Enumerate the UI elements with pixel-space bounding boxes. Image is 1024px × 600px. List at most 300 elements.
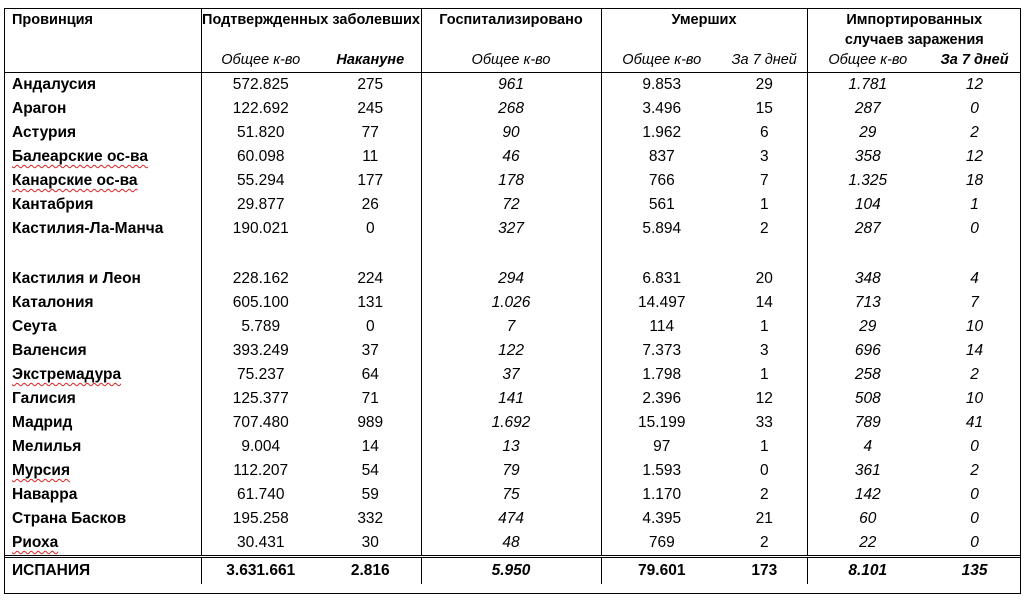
imported-total-cell [807,507,928,531]
hospitalized-cell [421,73,601,98]
deaths-7-days-cell-text: 1 [759,318,769,335]
province-name [4,291,201,315]
province-name [4,97,201,121]
hospitalized-cell [421,459,601,483]
imported-7-days-cell-text: 2 [970,124,979,141]
imported-7-days-cell-text: 10 [965,318,984,335]
imported-7-days-cell [928,459,1021,483]
deaths-7-days-cell-text: 1 [759,196,769,213]
deaths-7-days-cell-text: 1 [759,366,769,383]
confirmed-yesterday-cell [320,267,421,291]
province-name-text: Наварра [12,486,78,503]
imported-7-days-cell-text: 0 [970,486,979,503]
imported-total-cell [807,73,928,98]
deaths-total-cell-text: 2.396 [642,390,682,407]
deaths-total-cell [601,339,722,363]
province-name [4,363,201,387]
imported-7-days-cell-text: 1 [970,196,979,213]
deaths-total-cell [601,483,722,507]
confirmed-total-cell-text: 55.294 [237,172,285,189]
province-name-text: ИСПАНИЯ [12,562,91,579]
hospitalized-cell [421,483,601,507]
subheader-confirmed-total: Общее к-во [201,50,320,73]
deaths-7-days-cell-text: 3 [759,148,769,165]
imported-total-cell-text: 358 [854,148,881,165]
deaths-7-days-cell-text: 29 [755,76,773,93]
confirmed-total-cell-text: 51.820 [237,124,285,141]
confirmed-yesterday-cell-text: 989 [357,414,384,431]
imported-7-days-cell-text: 0 [970,438,979,455]
confirmed-yesterday-cell-text: 14 [361,438,379,455]
province-name [4,557,201,585]
deaths-total-cell-text: 766 [648,172,675,189]
imported-7-days-cell-text: 12 [965,76,984,93]
imported-7-days-cell-text: 2 [970,462,979,479]
subheader-deaths-7: За 7 дней [722,50,807,73]
confirmed-yesterday-cell-text: 11 [362,148,379,165]
subheader-confirmed-yesterday: Накануне [320,50,421,73]
hospitalized-cell [421,435,601,459]
confirmed-total-cell [201,459,320,483]
table-row [4,145,1021,169]
deaths-total-cell [601,97,722,121]
deaths-total-cell-text: 15.199 [638,414,686,431]
deaths-7-days-cell [722,315,807,339]
confirmed-yesterday-cell-text: 59 [361,486,379,503]
deaths-total-cell-text: 4.395 [642,510,682,527]
deaths-7-days-cell-text: 7 [759,172,769,189]
confirmed-total-cell [201,217,320,267]
confirmed-yesterday-cell-text: 332 [357,510,384,527]
deaths-total-cell [601,557,722,585]
imported-total-cell-text: 348 [854,270,881,287]
deaths-7-days-cell-text: 2 [759,220,769,237]
confirmed-total-cell-text: 572.825 [232,76,289,93]
deaths-7-days-cell [722,363,807,387]
confirmed-yesterday-cell [320,291,421,315]
hospitalized-cell [421,315,601,339]
province-name-text: Сеута [12,318,57,335]
province-name [4,217,201,267]
confirmed-total-cell [201,193,320,217]
deaths-total-cell [601,267,722,291]
deaths-total-cell [601,507,722,531]
total-row [4,557,1021,585]
table-row [4,217,1021,267]
confirmed-yesterday-cell [320,121,421,145]
province-name-text: Кастилия-Ла-Манча [12,220,164,237]
hospitalized-cell [421,97,601,121]
imported-7-days-cell-text: 10 [965,390,984,407]
confirmed-yesterday-cell [320,387,421,411]
deaths-7-days-cell-text: 20 [755,270,773,287]
imported-total-cell-text: 22 [859,534,877,551]
imported-7-days-cell-text: 12 [965,148,984,165]
imported-total-cell [807,483,928,507]
table-row [4,483,1021,507]
hospitalized-cell-text: 122 [498,342,524,359]
imported-total-cell [807,387,928,411]
province-name [4,435,201,459]
deaths-total-cell-text: 79.601 [638,562,686,579]
confirmed-total-cell [201,339,320,363]
imported-total-cell [807,363,928,387]
province-name-text: Арагон [12,100,67,117]
hospitalized-cell-text: 90 [502,124,520,141]
deaths-7-days-cell-text: 2 [759,534,769,551]
deaths-7-days-cell-text: 33 [755,414,773,431]
imported-7-days-cell [928,557,1021,585]
confirmed-total-cell [201,363,320,387]
imported-total-cell-text: 8.101 [848,562,888,579]
province-name [4,169,201,193]
deaths-total-cell [601,121,722,145]
header-blank [4,50,201,73]
confirmed-yesterday-cell [320,435,421,459]
confirmed-total-cell [201,483,320,507]
imported-7-days-cell [928,363,1021,387]
confirmed-yesterday-cell [320,363,421,387]
table-row [4,315,1021,339]
hospitalized-cell [421,363,601,387]
confirmed-yesterday-cell [320,531,421,557]
confirmed-total-cell [201,531,320,557]
imported-total-cell [807,435,928,459]
confirmed-total-cell-text: 29.877 [237,196,285,213]
imported-total-cell [807,267,928,291]
confirmed-total-cell [201,557,320,585]
province-name [4,459,201,483]
confirmed-total-cell [201,97,320,121]
deaths-total-cell [601,217,722,267]
province-name [4,267,201,291]
table-row [4,507,1021,531]
deaths-total-cell-text: 114 [649,318,675,335]
imported-7-days-cell [928,193,1021,217]
imported-total-cell-text: 258 [854,366,881,383]
table-row [4,267,1021,291]
hospitalized-cell-text: 13 [502,438,520,455]
confirmed-total-cell [201,435,320,459]
confirmed-yesterday-cell [320,73,421,98]
imported-total-cell [807,121,928,145]
hospitalized-cell [421,217,601,267]
confirmed-yesterday-cell-text: 275 [357,76,384,93]
imported-7-days-cell-text: 135 [961,562,988,579]
confirmed-total-cell-text: 190.021 [232,220,289,237]
confirmed-total-cell-text: 75.237 [237,366,285,383]
province-name-text: Канарские ос-ва [12,172,138,189]
confirmed-yesterday-cell-text: 30 [361,534,379,551]
deaths-total-cell-text: 1.962 [642,124,682,141]
table-row [4,193,1021,217]
province-name-text: Мадрид [12,414,73,431]
imported-total-cell [807,339,928,363]
province-name [4,121,201,145]
deaths-7-days-cell [722,97,807,121]
deaths-7-days-cell [722,267,807,291]
deaths-7-days-cell [722,145,807,169]
table-row [4,363,1021,387]
confirmed-total-cell [201,145,320,169]
confirmed-total-cell-text: 5.789 [241,318,281,335]
deaths-total-cell [601,73,722,98]
imported-total-cell [807,459,928,483]
imported-total-cell-text: 29 [859,124,877,141]
confirmed-total-cell-text: 605.100 [232,294,289,311]
imported-7-days-cell [928,435,1021,459]
header-hospitalized: Госпитализировано [421,8,601,50]
hospitalized-cell-text: 327 [498,220,524,237]
deaths-7-days-cell-text: 173 [751,562,778,579]
confirmed-total-cell-text: 195.258 [232,510,289,527]
deaths-7-days-cell-text: 15 [755,100,773,117]
hospitalized-cell [421,169,601,193]
confirmed-total-cell-text: 3.631.661 [226,562,296,579]
hospitalized-cell [421,121,601,145]
deaths-total-cell [601,169,722,193]
imported-total-cell-text: 1.325 [848,172,888,189]
confirmed-yesterday-cell-text: 71 [361,390,379,407]
confirmed-total-cell-text: 228.162 [232,270,289,287]
province-name [4,411,201,435]
deaths-total-cell-text: 9.853 [642,76,682,93]
imported-7-days-cell [928,483,1021,507]
confirmed-yesterday-cell [320,315,421,339]
imported-total-cell-text: 713 [854,294,881,311]
confirmed-total-cell [201,121,320,145]
hospitalized-cell-text: 961 [498,76,524,93]
confirmed-total-cell-text: 9.004 [241,438,281,455]
imported-total-cell-text: 4 [863,438,873,455]
subheader-imp-7: За 7 дней [928,50,1021,73]
imported-total-cell [807,193,928,217]
deaths-total-cell [601,459,722,483]
confirmed-total-cell-text: 61.740 [237,486,285,503]
confirmed-total-cell [201,73,320,98]
province-name-text: Галисия [12,390,76,407]
hospitalized-cell [421,387,601,411]
table-row [4,435,1021,459]
imported-7-days-cell [928,387,1021,411]
deaths-7-days-cell [722,217,807,267]
imported-7-days-cell [928,145,1021,169]
table-row [4,169,1021,193]
confirmed-yesterday-cell [320,411,421,435]
province-name-text: Андалусия [12,76,97,93]
imported-total-cell [807,531,928,557]
province-name [4,531,201,557]
confirmed-yesterday-cell-text: 0 [365,220,375,237]
table-row [4,97,1021,121]
deaths-7-days-cell [722,121,807,145]
imported-7-days-cell [928,121,1021,145]
deaths-total-cell [601,435,722,459]
imported-7-days-cell-text: 18 [965,172,984,189]
confirmed-total-cell-text: 707.480 [232,414,289,431]
imported-7-days-cell [928,507,1021,531]
hospitalized-cell [421,507,601,531]
header-deaths: Умерших [601,8,807,50]
hospitalized-cell-text: 141 [498,390,524,407]
imported-7-days-cell-text: 41 [965,414,984,431]
hospitalized-cell-text: 294 [498,270,524,287]
imported-7-days-cell-text: 0 [970,100,979,117]
imported-total-cell [807,97,928,121]
imported-total-cell [807,557,928,585]
deaths-7-days-cell-text: 0 [759,462,769,479]
deaths-7-days-cell [722,339,807,363]
province-name [4,387,201,411]
imported-total-cell-text: 361 [854,462,881,479]
province-name [4,507,201,531]
deaths-total-cell [601,291,722,315]
imported-7-days-cell [928,169,1021,193]
imported-7-days-cell [928,531,1021,557]
confirmed-total-cell-text: 30.431 [237,534,285,551]
hospitalized-cell [421,193,601,217]
hospitalized-cell-text: 72 [502,196,520,213]
deaths-7-days-cell [722,291,807,315]
hospitalized-cell-text: 48 [502,534,520,551]
imported-7-days-cell-text: 0 [970,510,979,527]
confirmed-yesterday-cell [320,507,421,531]
deaths-7-days-cell-text: 2 [759,486,769,503]
confirmed-yesterday-cell [320,459,421,483]
province-name-text: Кантабрия [12,196,94,213]
imported-7-days-cell-text: 0 [970,220,979,237]
deaths-7-days-cell [722,193,807,217]
confirmed-yesterday-cell-text: 177 [357,172,384,189]
confirmed-yesterday-cell [320,483,421,507]
deaths-total-cell-text: 837 [648,148,675,165]
province-name [4,145,201,169]
province-name-text: Каталония [12,294,94,311]
province-name [4,193,201,217]
deaths-7-days-cell [722,387,807,411]
hospitalized-cell [421,267,601,291]
imported-7-days-cell-text: 2 [970,366,979,383]
confirmed-yesterday-cell-text: 131 [357,294,384,311]
table-row [4,459,1021,483]
hospitalized-cell [421,557,601,585]
deaths-total-cell-text: 769 [648,534,675,551]
table-row [4,387,1021,411]
province-name-text: Мурсия [12,462,70,479]
confirmed-yesterday-cell [320,193,421,217]
hospitalized-cell-text: 37 [502,366,520,383]
table-row [4,411,1021,435]
confirmed-yesterday-cell-text: 64 [361,366,379,383]
deaths-7-days-cell [722,531,807,557]
table-row [4,531,1021,557]
province-name-text: Риоха [12,534,59,551]
confirmed-yesterday-cell-text: 54 [361,462,379,479]
deaths-total-cell [601,411,722,435]
province-name [4,73,201,98]
hospitalized-cell-text: 178 [498,172,524,189]
confirmed-yesterday-cell-text: 26 [361,196,379,213]
hospitalized-cell-text: 5.950 [491,562,531,579]
imported-total-cell-text: 789 [854,414,881,431]
table-row [4,339,1021,363]
confirmed-yesterday-cell [320,97,421,121]
province-name-text: Экстремадура [12,366,122,383]
deaths-7-days-cell-text: 14 [755,294,773,311]
hospitalized-cell-text: 268 [498,100,524,117]
province-name-text: Кастилия и Леон [12,270,141,287]
confirmed-total-cell-text: 125.377 [232,390,289,407]
deaths-total-cell [601,315,722,339]
deaths-7-days-cell-text: 3 [759,342,769,359]
deaths-7-days-cell [722,483,807,507]
imported-7-days-cell [928,73,1021,98]
confirmed-yesterday-cell [320,339,421,363]
imported-7-days-cell-text: 14 [965,342,984,359]
hospitalized-cell-text: 1.026 [491,294,531,311]
header-imported: Импортированных случаев заражения [807,8,1021,50]
deaths-7-days-cell [722,459,807,483]
confirmed-yesterday-cell [320,217,421,267]
table-row [4,121,1021,145]
confirmed-yesterday-cell [320,145,421,169]
province-name-text: Валенсия [12,342,87,359]
confirmed-total-cell [201,411,320,435]
confirmed-yesterday-cell-text: 37 [361,342,379,359]
deaths-total-cell-text: 1.798 [642,366,682,383]
deaths-7-days-cell-text: 12 [755,390,773,407]
deaths-total-cell [601,387,722,411]
imported-7-days-cell [928,267,1021,291]
deaths-total-cell-text: 6.831 [642,270,682,287]
confirmed-total-cell [201,507,320,531]
imported-7-days-cell [928,97,1021,121]
imported-total-cell-text: 104 [854,196,881,213]
deaths-7-days-cell [722,557,807,585]
confirmed-total-cell-text: 112.207 [233,462,289,479]
deaths-7-days-cell [722,507,807,531]
province-name [4,315,201,339]
province-name-text: Мелилья [12,438,82,455]
deaths-total-cell-text: 1.170 [642,486,682,503]
confirmed-total-cell-text: 60.098 [237,148,285,165]
hospitalized-cell [421,411,601,435]
deaths-total-cell-text: 3.496 [642,100,682,117]
confirmed-yesterday-cell [320,557,421,585]
province-name [4,339,201,363]
hospitalized-cell [421,531,601,557]
deaths-7-days-cell [722,411,807,435]
confirmed-total-cell [201,267,320,291]
imported-total-cell-text: 29 [859,318,877,335]
confirmed-total-cell-text: 122.692 [232,100,289,117]
hospitalized-cell-text: 75 [502,486,520,503]
imported-total-cell [807,291,928,315]
table-row [4,73,1021,98]
province-name-text: Балеарские ос-ва [12,148,148,165]
deaths-total-cell-text: 97 [653,438,671,455]
imported-7-days-cell [928,291,1021,315]
deaths-total-cell [601,145,722,169]
hospitalized-cell [421,145,601,169]
hospitalized-cell-text: 46 [502,148,520,165]
subheader-imp-total: Общее к-во [807,50,928,73]
imported-total-cell-text: 142 [854,486,881,503]
confirmed-yesterday-cell-text: 2.816 [350,562,390,579]
confirmed-yesterday-cell-text: 224 [357,270,384,287]
confirmed-total-cell-text: 393.249 [232,342,289,359]
deaths-7-days-cell [722,169,807,193]
